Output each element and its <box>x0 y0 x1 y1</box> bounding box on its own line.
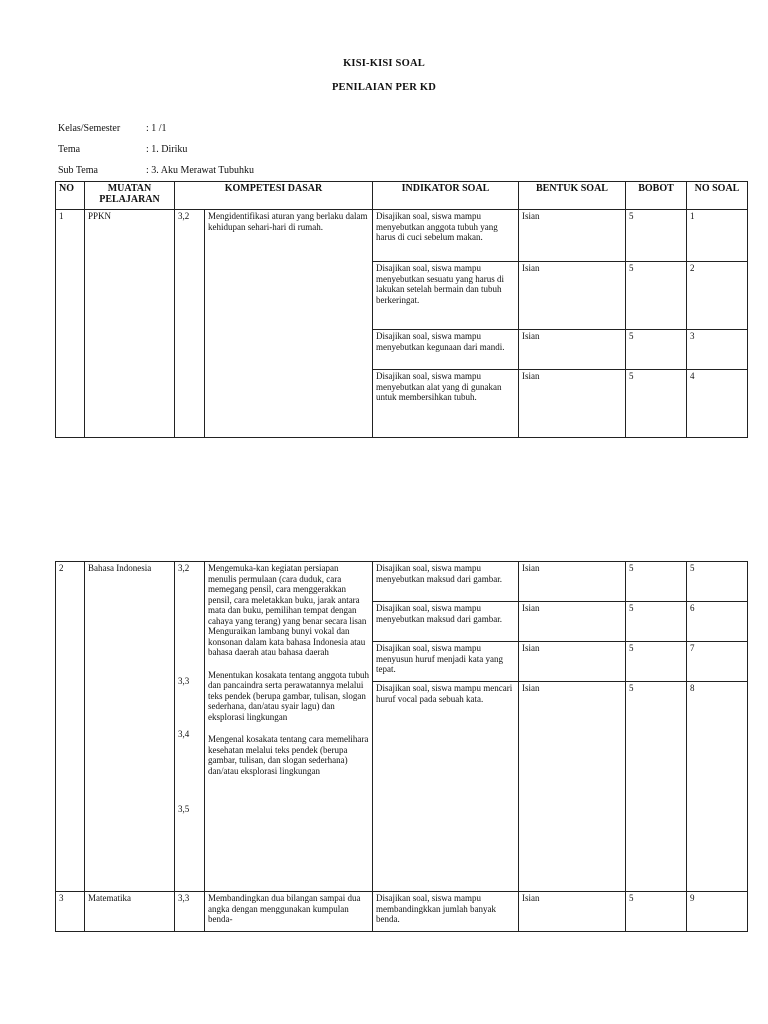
row-number: 2 <box>56 562 85 892</box>
meta-tema <box>58 144 187 156</box>
table-row <box>56 210 748 262</box>
header-bobot: BOBOT <box>626 182 687 210</box>
bobot: 5 <box>626 210 687 262</box>
meta-kelas-semester <box>58 123 167 135</box>
indikator-soal: Disajikan soal, siswa mampu menyebutkan kegunaan dari mandi. <box>373 330 519 370</box>
kd-text: Mengenal kosakata tentang cara memelihara kesehatan melalui teks pendek (berupa gambar, tulisan, dan slogan sederhana) dan/atau eksplorasi lingkungan <box>208 734 369 776</box>
indikator-soal: Disajikan soal, siswa mampu menyebutkan anggota tubuh yang harus di cuci sebelum makan. <box>373 210 519 262</box>
kd-code: 3,3 <box>175 892 205 932</box>
header-bentuk-soal: BENTUK SOAL <box>519 182 626 210</box>
muatan-pelajaran: PPKN <box>85 210 175 438</box>
no-soal: 4 <box>687 370 748 438</box>
bentuk-soal: Isian <box>519 330 626 370</box>
kd-text: Mengemuka-kan kegiatan persiapan menulis permulaan (cara duduk, cara memegang pensil, cara menggerakkan pensil, cara meletakkan buku, jarak antara mata dan buku, pemilihan tempat dengan cahaya yang terang) yang benar secara lisan <box>208 563 367 626</box>
no-soal: 1 <box>687 210 748 262</box>
muatan-pelajaran: Bahasa Indonesia <box>85 562 175 892</box>
row-number: 3 <box>56 892 85 932</box>
bobot: 5 <box>626 682 687 892</box>
indikator-soal: Disajikan soal, siswa mampu menyusun huruf menjadi kata yang tepat. <box>373 642 519 682</box>
kd-code: 3,3 <box>178 675 190 686</box>
bobot: 5 <box>626 370 687 438</box>
document-subtitle: PENILAIAN PER KD <box>331 82 437 93</box>
indikator-soal: Disajikan soal, siswa mampu menyebutkan maksud dari gambar. <box>373 602 519 642</box>
meta-sub-tema <box>58 165 254 177</box>
indikator-soal: Disajikan soal, siswa mampu membandingkkan jumlah banyak benda. <box>373 892 519 932</box>
kd-code: 3,2 <box>175 210 205 438</box>
no-soal: 5 <box>687 562 748 602</box>
meta-value: : 1. Diriku <box>146 144 188 155</box>
kisi-kisi-table-part-2 <box>55 561 748 932</box>
kd-text: Mengidentifikasi aturan yang berlaku dalam kehidupan sehari-hari di rumah. <box>205 210 373 438</box>
bentuk-soal: Isian <box>519 262 626 330</box>
meta-value: : 1 /1 <box>146 123 167 134</box>
no-soal: 7 <box>687 642 748 682</box>
no-soal: 2 <box>687 262 748 330</box>
kd-text: Menguraikan lambang bunyi vokal dan konsonan dalam kata bahasa Indonesia atau bahasa daerah atau bahasa daerah <box>208 626 366 657</box>
no-soal: 9 <box>687 892 748 932</box>
kd-texts <box>205 562 373 892</box>
meta-label: Sub Tema <box>58 165 98 176</box>
kd-code: 3,2 <box>178 563 190 573</box>
meta-value: : 3. Aku Merawat Tubuhku <box>146 165 255 176</box>
bentuk-soal: Isian <box>519 682 626 892</box>
header-indikator-soal: INDIKATOR SOAL <box>373 182 519 210</box>
kisi-kisi-table-part-1 <box>55 181 748 438</box>
table-row <box>56 892 748 932</box>
row-number: 1 <box>56 210 85 438</box>
bobot: 5 <box>626 602 687 642</box>
header-muatan-pelajaran: MUATAN PELAJARAN <box>85 182 175 210</box>
indikator-soal: Disajikan soal, siswa mampu menyebutkan alat yang di gunakan untuk membersihkan tubuh. <box>373 370 519 438</box>
no-soal: 3 <box>687 330 748 370</box>
bentuk-soal: Isian <box>519 370 626 438</box>
bentuk-soal: Isian <box>519 562 626 602</box>
table-row <box>56 562 748 602</box>
no-soal: 8 <box>687 682 748 892</box>
indikator-soal: Disajikan soal, siswa mampu menyebutkan sesuatu yang harus di lakukan setelah bermain dan tubuh berkeringat. <box>373 262 519 330</box>
muatan-pelajaran: Matematika <box>85 892 175 932</box>
kd-text: Membandingkan dua bilangan sampai dua angka dengan menggunakan kumpulan benda- <box>205 892 373 932</box>
meta-label: Kelas/Semester <box>58 123 121 134</box>
kd-codes <box>175 562 205 892</box>
meta-label: Tema <box>58 144 81 155</box>
bobot: 5 <box>626 562 687 602</box>
kd-code: 3,4 <box>178 729 190 739</box>
kd-code: 3,5 <box>178 803 190 814</box>
bobot: 5 <box>626 642 687 682</box>
header-kompetensi-dasar: KOMPETESI DASAR <box>175 182 373 210</box>
kd-text: Menentukan kosakata tentang anggota tubuh dan pancaindra serta perawatannya melalui teks pendek (berupa gambar, tulisan, slogan sederhana, dan/atau syair lagu) dan eksplorasi lingkungan <box>208 669 369 722</box>
bentuk-soal: Isian <box>519 210 626 262</box>
bentuk-soal: Isian <box>519 602 626 642</box>
bobot: 5 <box>626 330 687 370</box>
bentuk-soal: Isian <box>519 892 626 932</box>
header-no-soal: NO SOAL <box>687 182 748 210</box>
indikator-soal: Disajikan soal, siswa mampu menyebutkan maksud dari gambar. <box>373 562 519 602</box>
bobot: 5 <box>626 262 687 330</box>
document-title: KISI-KISI SOAL <box>343 58 425 69</box>
header-no: NO <box>56 182 85 210</box>
bentuk-soal: Isian <box>519 642 626 682</box>
table-header-row <box>56 182 748 210</box>
bobot: 5 <box>626 892 687 932</box>
indikator-soal: Disajikan soal, siswa mampu mencari huruf vocal pada sebuah kata. <box>373 682 519 892</box>
no-soal: 6 <box>687 602 748 642</box>
